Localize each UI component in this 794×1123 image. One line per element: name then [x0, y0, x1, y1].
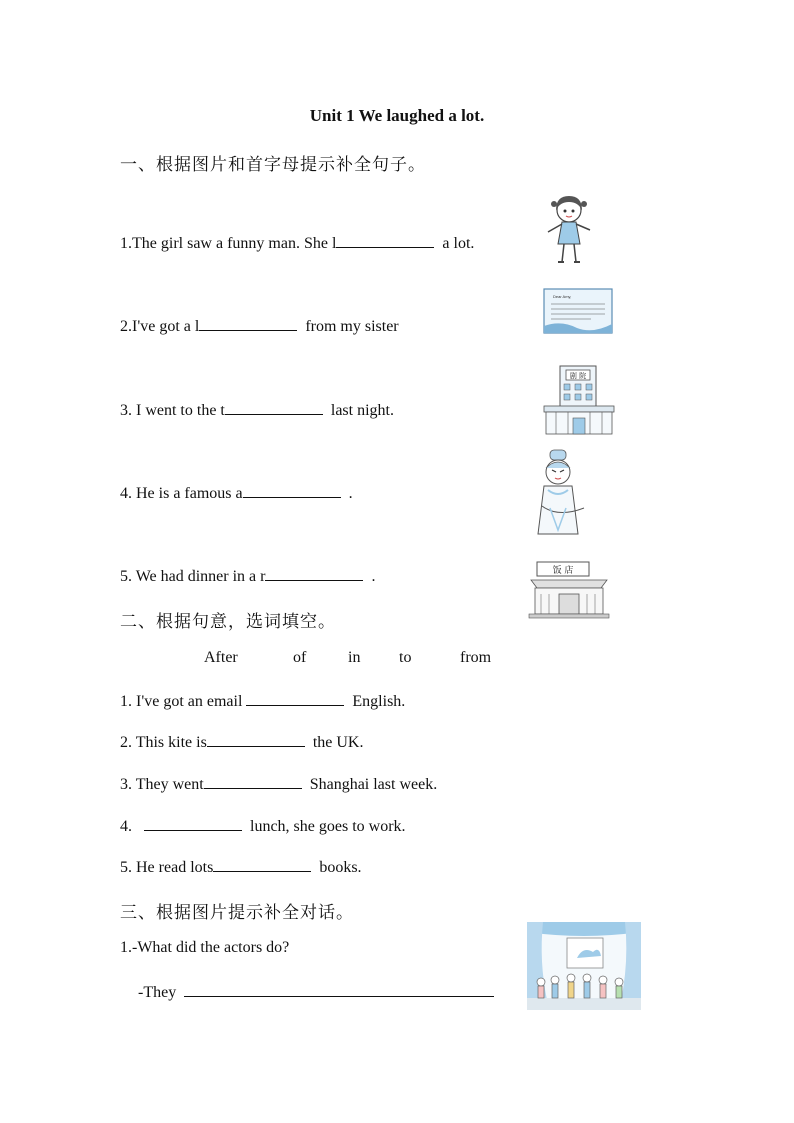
s1-item-3-blank[interactable] [225, 399, 323, 415]
s2-item-5-blank[interactable] [213, 856, 311, 872]
s2-item-4-blank[interactable] [144, 815, 242, 831]
section-1-heading: 一、根据图片和首字母提示补全句子。 [120, 155, 426, 175]
letter-illustration [543, 288, 613, 334]
s1-item-2 [120, 315, 399, 336]
word-bank-after: After [204, 649, 238, 666]
s2-item-2-text: 2. This kite is [120, 734, 207, 751]
actor-illustration [522, 446, 594, 542]
stage-illustration [527, 922, 641, 1010]
s1-item-1-after: a lot. [442, 235, 475, 252]
s1-item-2-text: 2.I've got a l [120, 318, 200, 335]
s2-item-3-text: 3. They went [120, 776, 204, 793]
s2-item-4-text: 4. [120, 818, 132, 835]
s2-item-1-after: English. [352, 693, 406, 710]
s2-item-1-blank[interactable] [246, 690, 344, 706]
s1-item-5-blank[interactable] [265, 565, 363, 581]
s2-item-2-after: the UK. [312, 734, 364, 751]
s1-item-5-after: . [371, 568, 376, 585]
section-3-heading: 三、根据图片提示补全对话。 [120, 903, 354, 923]
s1-item-1-blank[interactable] [336, 232, 434, 248]
word-bank-to: to [399, 649, 412, 666]
s3-answer [138, 981, 494, 1002]
word-bank-of: of [293, 649, 307, 666]
s1-item-5 [120, 565, 375, 586]
s3-question: 1.-What did the actors do? [120, 939, 290, 956]
s2-item-5-text: 5. He read lots [120, 859, 214, 876]
s3-answer-blank[interactable] [184, 981, 494, 997]
s2-item-5 [120, 856, 362, 877]
theatre-sign: 剧 院 [569, 372, 587, 380]
theatre-illustration [540, 362, 618, 438]
page-title: Unit 1 We laughed a lot. [309, 106, 485, 125]
s2-item-2 [120, 731, 363, 752]
s2-item-4-after: lunch, she goes to work. [250, 818, 406, 835]
s1-item-4-after: . [348, 485, 353, 502]
s1-item-3 [120, 399, 394, 420]
section-2-heading: 二、根据句意，选词填空。 [120, 612, 336, 632]
word-bank-from: from [460, 649, 492, 666]
s2-item-3-after: Shanghai last week. [309, 776, 438, 793]
restaurant-illustration [527, 558, 611, 620]
s1-item-3-text: 3. I went to the t [120, 402, 225, 419]
word-bank-in: in [348, 649, 361, 666]
s3-answer-prefix: -They [138, 984, 177, 1001]
restaurant-sign: 饭 店 [552, 566, 574, 576]
s1-item-1-text: 1.The girl saw a funny man. She l [120, 235, 337, 252]
s2-item-4 [120, 815, 406, 836]
s1-item-4-blank[interactable] [243, 482, 341, 498]
s1-item-2-blank[interactable] [199, 315, 297, 331]
s1-item-5-text: 5. We had dinner in a r [120, 568, 266, 585]
s1-item-4-text: 4. He is a famous a [120, 485, 243, 502]
letter-text: Dear Amy, [553, 294, 572, 299]
girl-illustration [538, 190, 600, 268]
s1-item-2-after: from my sister [305, 318, 399, 335]
s2-item-3 [120, 773, 437, 794]
s2-item-2-blank[interactable] [207, 731, 305, 747]
s2-item-1 [120, 690, 405, 711]
s2-item-5-after: books. [319, 859, 362, 876]
s2-item-1-text: 1. I've got an email [120, 693, 243, 710]
s2-item-3-blank[interactable] [204, 773, 302, 789]
s1-item-4 [120, 482, 353, 503]
s1-item-1 [120, 232, 474, 253]
s1-item-3-after: last night. [330, 402, 394, 419]
